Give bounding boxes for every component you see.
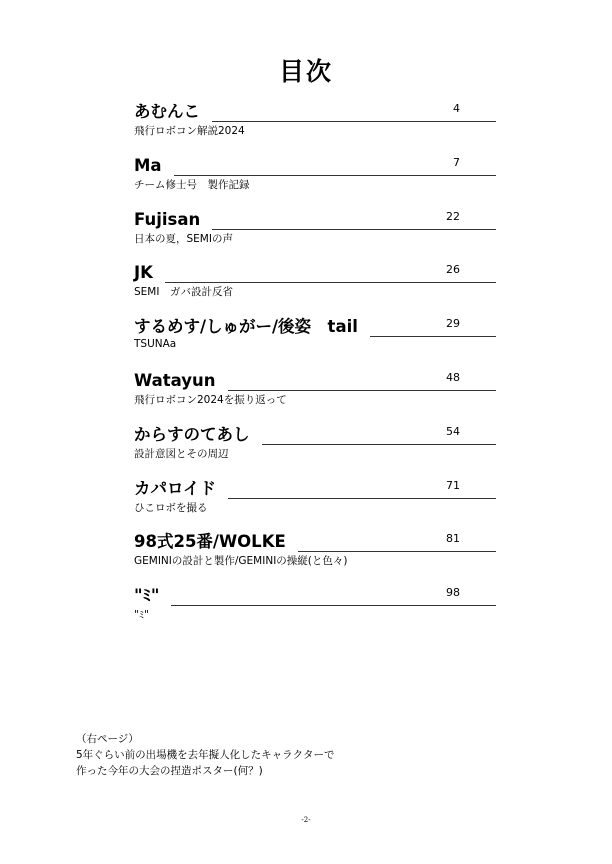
toc-entry bbox=[134, 259, 496, 313]
entry-author: Fujisan bbox=[134, 209, 201, 229]
entry-subtitle: SEMI ガバ設計反省 bbox=[134, 286, 233, 299]
note-line: （右ページ） bbox=[76, 733, 139, 745]
note-line: 作った今年の大会の捏造ポスター(何？) bbox=[76, 765, 263, 777]
entry-page-number: 81 bbox=[446, 532, 460, 546]
entry-page-number: 48 bbox=[446, 370, 460, 384]
entry-author: Watayun bbox=[134, 370, 216, 390]
entry-page-number: 26 bbox=[446, 263, 460, 277]
entry-page-number: 7 bbox=[453, 155, 460, 169]
entry-page-number: 4 bbox=[453, 102, 460, 115]
entry-author: カパロイド bbox=[134, 478, 217, 498]
entry-author: Ma bbox=[134, 155, 162, 175]
page-title: 目次 bbox=[278, 57, 333, 86]
entry-page-number: 98 bbox=[446, 586, 460, 600]
toc-entry bbox=[134, 152, 496, 206]
entry-subtitle: 飛行ロボコン2024を振り返って bbox=[134, 393, 287, 406]
entry-subtitle: ひこロボを撮る bbox=[134, 501, 208, 514]
leader-line bbox=[370, 314, 496, 337]
entry-author: 98式25番/WOLKE bbox=[134, 532, 286, 552]
toc-entry bbox=[134, 367, 496, 421]
leader-line bbox=[298, 529, 496, 552]
entry-author: するめす/しゅがー/後姿 tail bbox=[134, 317, 358, 337]
entry-subtitle: GEMINIの設計と製作/GEMINIの操縦(と色々) bbox=[134, 555, 348, 568]
entry-subtitle: "ﾐ" bbox=[134, 609, 149, 622]
entry-subtitle: 設計意図とその周辺 bbox=[134, 447, 229, 460]
entry-page-number: 71 bbox=[446, 478, 460, 492]
toc-entry bbox=[134, 98, 496, 152]
entry-page-number: 29 bbox=[446, 317, 460, 331]
page-number: -2- bbox=[301, 816, 311, 824]
toc-entry bbox=[134, 313, 496, 367]
toc-entry bbox=[134, 206, 496, 260]
entry-subtitle: TSUNAa bbox=[134, 338, 177, 351]
toc-entry bbox=[134, 582, 496, 636]
leader-line bbox=[262, 422, 497, 445]
table-of-contents bbox=[134, 98, 496, 636]
leader-line bbox=[174, 153, 496, 176]
entry-author: からすのてあし bbox=[134, 424, 250, 444]
entry-page-number: 22 bbox=[446, 209, 460, 223]
entry-subtitle: 飛行ロボコン解説2024 bbox=[134, 125, 245, 137]
entry-subtitle: チーム修士号 製作記録 bbox=[134, 178, 250, 191]
toc-entry bbox=[134, 475, 496, 529]
entry-author: JK bbox=[134, 263, 153, 283]
toc-entry bbox=[134, 421, 496, 475]
entry-author: あむんこ bbox=[134, 102, 200, 121]
entry-author: "ﾐ" bbox=[134, 586, 160, 606]
entry-subtitle: 日本の夏，SEMIの声 bbox=[134, 232, 233, 245]
toc-entry bbox=[134, 528, 496, 582]
entry-page-number: 54 bbox=[446, 424, 460, 438]
note-line: 5年ぐらい前の出場機を去年擬人化したキャラクターで bbox=[76, 749, 335, 761]
poster-note bbox=[76, 731, 334, 779]
